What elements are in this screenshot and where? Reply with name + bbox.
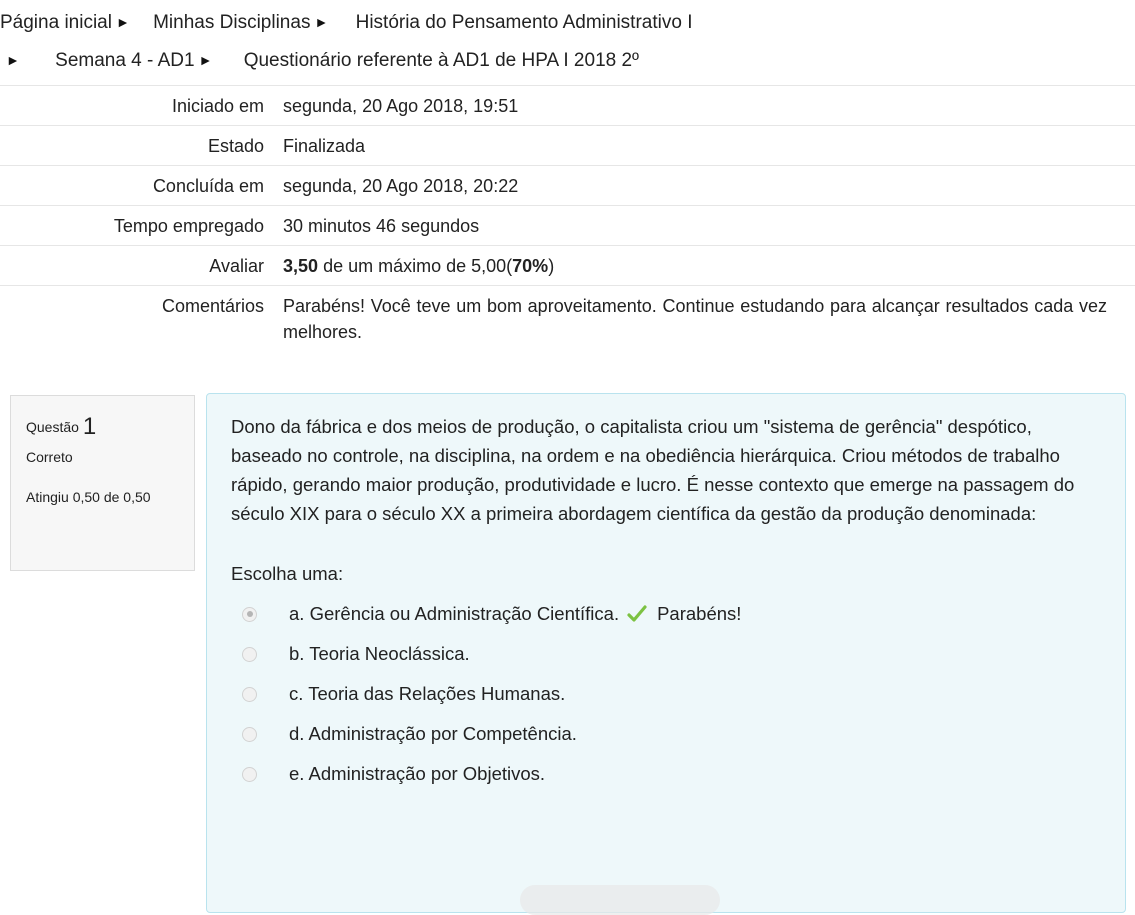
- question-text: Dono da fábrica e dos meios de produção, o capitalista criou um "sistema de gerência" despótico, baseado no controle, na disciplina, na ordem e na obediência hierárquica. Criou métodos de trabalho rápido, gerando maior produção, produtividade e lucro. É nesse contexto que emerge na passagem do século XIX para o século XX a primeira abordagem científica da gestão da produção denominada:: [231, 416, 1075, 524]
- breadcrumb-separator-icon: ►: [314, 14, 329, 30]
- summary-label: Iniciado em: [171, 96, 264, 116]
- summary-label: Comentários: [161, 296, 264, 316]
- summary-row-completed: [0, 165, 1135, 205]
- summary-label: Avaliar: [209, 256, 264, 276]
- breadcrumb-week[interactable]: Semana 4 - AD1: [55, 50, 195, 71]
- breadcrumb-quiz[interactable]: Questionário referente à AD1 de HPA I 2018 2º: [243, 50, 639, 71]
- breadcrumb-line-1: [0, 7, 692, 37]
- radio-button[interactable]: [242, 687, 257, 702]
- summary-value: 30 minutos 46 segundos: [283, 216, 480, 236]
- answer-feedback: Parabéns!: [657, 603, 742, 624]
- grade-text: de um máximo de 5,00(: [323, 256, 513, 276]
- answer-option-b[interactable]: [231, 634, 1105, 674]
- breadcrumb-line-2: [0, 45, 639, 75]
- summary-label: Estado: [207, 136, 264, 156]
- question-number: [26, 412, 179, 442]
- summary-value: segunda, 20 Ago 2018, 19:51: [283, 96, 519, 116]
- question-info: [10, 395, 195, 571]
- answer-label: b. Teoria Neoclássica.: [289, 643, 470, 664]
- breadcrumb-course[interactable]: História do Pensamento Administrativo I: [355, 12, 693, 33]
- radio-button[interactable]: [242, 727, 257, 742]
- summary-value: segunda, 20 Ago 2018, 20:22: [283, 176, 519, 196]
- summary-row-state: [0, 125, 1135, 165]
- summary-label: Concluída em: [152, 176, 264, 196]
- attempt-summary: [0, 85, 1135, 351]
- question-number-value: 1: [82, 413, 97, 440]
- summary-row-time: [0, 205, 1135, 245]
- grade-score: 3,50: [283, 256, 319, 276]
- breadcrumb-separator-icon: ►: [198, 52, 213, 68]
- answer-option-a[interactable]: [231, 594, 1105, 634]
- question-grade: Atingiu 0,50 de 0,50: [26, 489, 151, 505]
- answer-option-c[interactable]: [231, 674, 1105, 714]
- answer-label: a. Gerência ou Administração Científica.: [289, 603, 620, 624]
- question-content: [206, 393, 1126, 913]
- radio-button-selected[interactable]: [242, 607, 257, 622]
- answer-option-d[interactable]: [231, 714, 1105, 754]
- grade-text-end: ): [548, 256, 555, 276]
- answer-option-e[interactable]: [231, 754, 1105, 794]
- overlay-pill: [520, 885, 720, 915]
- summary-value: Finalizada: [283, 136, 366, 156]
- check-icon: [627, 605, 647, 623]
- answer-prompt: Escolha uma:: [231, 563, 344, 584]
- summary-row-started: [0, 85, 1135, 125]
- answer-label: c. Teoria das Relações Humanas.: [289, 683, 566, 704]
- summary-value-grade: [264, 246, 1135, 285]
- breadcrumb-my-courses[interactable]: Minhas Disciplinas: [153, 12, 311, 33]
- summary-value-comments: Parabéns! Você teve um bom aproveitamento. Continue estudando para alcançar resultados cada vez melhores.: [283, 296, 1107, 342]
- question-state: Correto: [26, 449, 73, 465]
- question-label: Questão: [26, 419, 79, 435]
- answer-list: [231, 594, 1105, 794]
- summary-label: Tempo empregado: [113, 216, 264, 236]
- summary-row-grade: [0, 245, 1135, 285]
- grade-percent: 70%: [512, 256, 549, 276]
- radio-button[interactable]: [242, 767, 257, 782]
- breadcrumb-separator-icon: ►: [6, 52, 20, 68]
- answer-label: d. Administração por Competência.: [289, 723, 577, 744]
- summary-row-comments: [0, 285, 1135, 351]
- radio-button[interactable]: [242, 647, 257, 662]
- answer-label: e. Administração por Objetivos.: [289, 763, 546, 784]
- breadcrumb-home[interactable]: Página inicial: [0, 12, 112, 33]
- breadcrumb-separator-icon: ►: [115, 14, 130, 30]
